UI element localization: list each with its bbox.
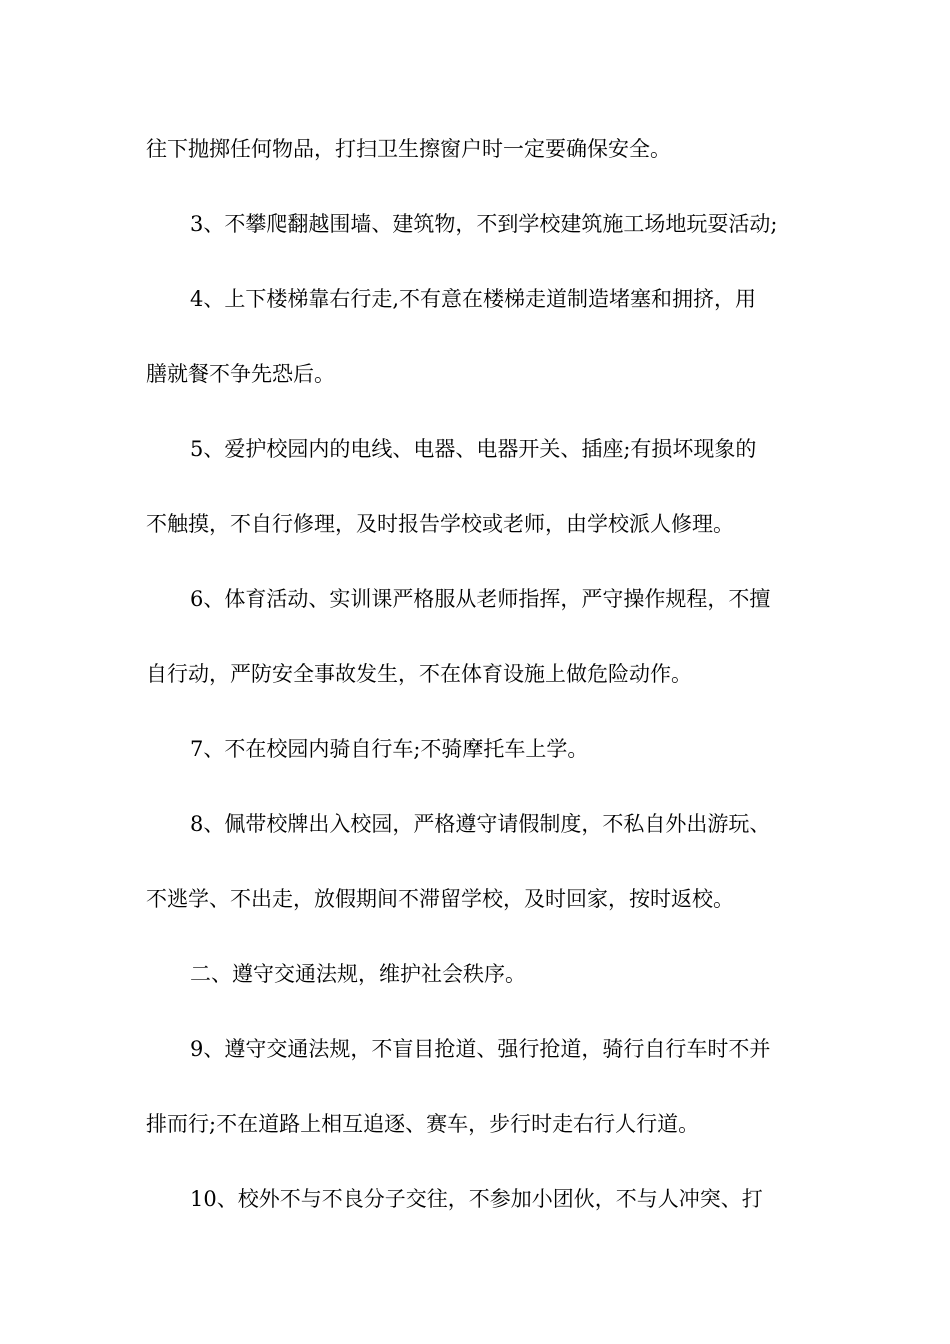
text-line: 9、遵守交通法规，不盲目抢道、强行抢道，骑行自行车时不并	[190, 1037, 771, 1061]
text-line: 10、校外不与不良分子交往，不参加小团伙，不与人冲突、打	[190, 1187, 763, 1211]
text-line: 5、爱护校园内的电线、电器、电器开关、插座;有损坏现象的	[190, 437, 757, 461]
text-line: 不逃学、不出走，放假期间不滞留学校，及时回家，按时返校。	[146, 887, 734, 911]
text-line: 往下抛掷任何物品，打扫卫生擦窗户时一定要确保安全。	[146, 137, 671, 161]
text-line: 膳就餐不争先恐后。	[146, 362, 335, 386]
text-line: 8、佩带校牌出入校园，严格遵守请假制度，不私自外出游玩、	[190, 812, 771, 836]
text-line: 不触摸，不自行修理，及时报告学校或老师，由学校派人修理。	[146, 512, 734, 536]
text-line: 排而行;不在道路上相互追逐、赛车，步行时走右行人行道。	[146, 1112, 700, 1136]
section-heading: 二、遵守交通法规，维护社会秩序。	[190, 962, 526, 986]
text-line: 4、上下楼梯靠右行走,不有意在楼梯走道制造堵塞和拥挤，用	[190, 287, 757, 311]
text-line: 自行动，严防安全事故发生，不在体育设施上做危险动作。	[146, 662, 692, 686]
text-line: 3、不攀爬翻越围墙、建筑物，不到学校建筑施工场地玩耍活动;	[190, 212, 778, 236]
text-line: 7、不在校园内骑自行车;不骑摩托车上学。	[190, 737, 589, 761]
text-line: 6、体育活动、实训课严格服从老师指挥，严守操作规程，不擅	[190, 587, 771, 611]
